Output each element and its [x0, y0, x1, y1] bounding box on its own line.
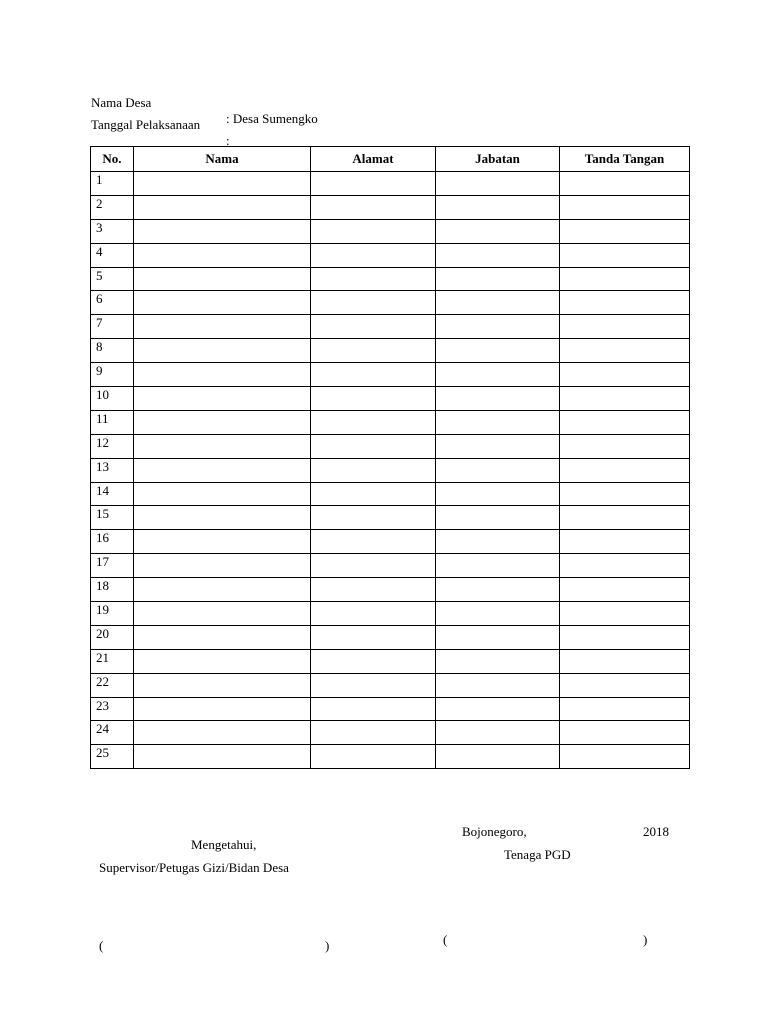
implementation-date-value: : [226, 133, 230, 148]
nama-cell[interactable] [134, 219, 311, 243]
nama-cell[interactable] [134, 506, 311, 530]
row-number-cell: 5 [91, 267, 134, 291]
nama-cell[interactable] [134, 530, 311, 554]
tanda-tangan-cell[interactable] [560, 506, 690, 530]
table-row [91, 554, 690, 578]
tanda-tangan-cell[interactable] [560, 625, 690, 649]
table-row [91, 649, 690, 673]
alamat-cell[interactable] [311, 673, 436, 697]
alamat-cell[interactable] [311, 243, 436, 267]
table-row [91, 530, 690, 554]
tanda-tangan-cell[interactable] [560, 434, 690, 458]
row-number-cell: 13 [91, 458, 134, 482]
column-header-nama: Nama [134, 147, 311, 172]
tanda-tangan-cell[interactable] [560, 219, 690, 243]
row-number-cell: 15 [91, 506, 134, 530]
row-number-cell: 12 [91, 434, 134, 458]
row-number-cell: 10 [91, 387, 134, 411]
column-header-tanda-tangan: Tanda Tangan [560, 147, 690, 172]
row-number-cell: 14 [91, 482, 134, 506]
table-row [91, 243, 690, 267]
nama-cell[interactable] [134, 243, 311, 267]
table-row [91, 434, 690, 458]
table-row [91, 172, 690, 196]
row-number-cell: 1 [91, 172, 134, 196]
nama-cell[interactable] [134, 745, 311, 769]
row-number-cell: 4 [91, 243, 134, 267]
left-signature-open-paren: ( [99, 938, 104, 953]
alamat-cell[interactable] [311, 434, 436, 458]
row-number-cell: 11 [91, 410, 134, 434]
table-row [91, 578, 690, 602]
mengetahui-label: Mengetahui, [191, 837, 257, 852]
tenaga-pgd-label: Tenaga PGD [504, 847, 571, 862]
table-header-row [91, 147, 690, 172]
alamat-cell[interactable] [311, 315, 436, 339]
row-number-cell: 6 [91, 291, 134, 315]
jabatan-cell[interactable] [436, 458, 560, 482]
alamat-cell[interactable] [311, 554, 436, 578]
tanda-tangan-cell[interactable] [560, 195, 690, 219]
nama-cell[interactable] [134, 697, 311, 721]
jabatan-cell[interactable] [436, 172, 560, 196]
nama-cell[interactable] [134, 291, 311, 315]
nama-cell[interactable] [134, 363, 311, 387]
row-number-cell: 2 [91, 195, 134, 219]
alamat-cell[interactable] [311, 363, 436, 387]
alamat-cell[interactable] [311, 195, 436, 219]
nama-cell[interactable] [134, 602, 311, 626]
right-signature-close-paren: ) [643, 932, 648, 947]
tanda-tangan-cell[interactable] [560, 387, 690, 411]
row-number-cell: 7 [91, 315, 134, 339]
column-header-no: No. [91, 147, 134, 172]
jabatan-cell[interactable] [436, 482, 560, 506]
tanda-tangan-cell[interactable] [560, 554, 690, 578]
row-number-cell: 19 [91, 602, 134, 626]
table-row [91, 602, 690, 626]
row-number-cell: 9 [91, 363, 134, 387]
alamat-cell[interactable] [311, 649, 436, 673]
tanda-tangan-cell[interactable] [560, 339, 690, 363]
jabatan-cell[interactable] [436, 267, 560, 291]
nama-cell[interactable] [134, 434, 311, 458]
jabatan-cell[interactable] [436, 721, 560, 745]
tanda-tangan-cell[interactable] [560, 530, 690, 554]
nama-cell[interactable] [134, 554, 311, 578]
alamat-cell[interactable] [311, 530, 436, 554]
jabatan-cell[interactable] [436, 387, 560, 411]
right-signature-open-paren: ( [443, 932, 448, 947]
table-row [91, 195, 690, 219]
column-header-alamat: Alamat [311, 147, 436, 172]
nama-cell[interactable] [134, 410, 311, 434]
jabatan-cell[interactable] [436, 434, 560, 458]
table-row [91, 745, 690, 769]
table-row [91, 219, 690, 243]
alamat-cell[interactable] [311, 410, 436, 434]
tanda-tangan-cell[interactable] [560, 721, 690, 745]
tanda-tangan-cell[interactable] [560, 291, 690, 315]
table-row [91, 506, 690, 530]
tanda-tangan-cell[interactable] [560, 243, 690, 267]
nama-cell[interactable] [134, 315, 311, 339]
jabatan-cell[interactable] [436, 243, 560, 267]
jabatan-cell[interactable] [436, 554, 560, 578]
jabatan-cell[interactable] [436, 649, 560, 673]
table-row [91, 315, 690, 339]
nama-cell[interactable] [134, 339, 311, 363]
row-number-cell: 23 [91, 697, 134, 721]
jabatan-cell[interactable] [436, 195, 560, 219]
tanda-tangan-cell[interactable] [560, 458, 690, 482]
alamat-cell[interactable] [311, 697, 436, 721]
alamat-cell[interactable] [311, 482, 436, 506]
table-row [91, 482, 690, 506]
attendance-table [90, 146, 690, 769]
implementation-date-label: Tanggal Pelaksanaan [91, 117, 201, 132]
tanda-tangan-cell[interactable] [560, 172, 690, 196]
row-number-cell: 25 [91, 745, 134, 769]
row-number-cell: 17 [91, 554, 134, 578]
nama-cell[interactable] [134, 172, 311, 196]
row-number-cell: 8 [91, 339, 134, 363]
table-row [91, 410, 690, 434]
year-label: 2018 [643, 824, 669, 839]
jabatan-cell[interactable] [436, 673, 560, 697]
village-name-value: : Desa Sumengko [226, 111, 318, 126]
tanda-tangan-cell[interactable] [560, 267, 690, 291]
jabatan-cell[interactable] [436, 339, 560, 363]
jabatan-cell[interactable] [436, 745, 560, 769]
table-row [91, 625, 690, 649]
table-row [91, 291, 690, 315]
nama-cell[interactable] [134, 458, 311, 482]
row-number-cell: 20 [91, 625, 134, 649]
tanda-tangan-cell[interactable] [560, 697, 690, 721]
alamat-cell[interactable] [311, 506, 436, 530]
jabatan-cell[interactable] [436, 363, 560, 387]
tanda-tangan-cell[interactable] [560, 578, 690, 602]
table-row [91, 458, 690, 482]
place-label: Bojonegoro, [462, 824, 527, 839]
jabatan-cell[interactable] [436, 602, 560, 626]
alamat-cell[interactable] [311, 172, 436, 196]
tanda-tangan-cell[interactable] [560, 673, 690, 697]
nama-cell[interactable] [134, 267, 311, 291]
alamat-cell[interactable] [311, 745, 436, 769]
table-row [91, 339, 690, 363]
row-number-cell: 3 [91, 219, 134, 243]
row-number-cell: 22 [91, 673, 134, 697]
table-row [91, 363, 690, 387]
column-header-jabatan: Jabatan [436, 147, 560, 172]
nama-cell[interactable] [134, 195, 311, 219]
nama-cell[interactable] [134, 721, 311, 745]
tanda-tangan-cell[interactable] [560, 410, 690, 434]
alamat-cell[interactable] [311, 339, 436, 363]
jabatan-cell[interactable] [436, 315, 560, 339]
alamat-cell[interactable] [311, 291, 436, 315]
alamat-cell[interactable] [311, 578, 436, 602]
alamat-cell[interactable] [311, 625, 436, 649]
tanda-tangan-cell[interactable] [560, 363, 690, 387]
alamat-cell[interactable] [311, 387, 436, 411]
nama-cell[interactable] [134, 673, 311, 697]
jabatan-cell[interactable] [436, 625, 560, 649]
table-row [91, 673, 690, 697]
nama-cell[interactable] [134, 387, 311, 411]
row-number-cell: 24 [91, 721, 134, 745]
alamat-cell[interactable] [311, 219, 436, 243]
tanda-tangan-cell[interactable] [560, 602, 690, 626]
jabatan-cell[interactable] [436, 506, 560, 530]
table-row [91, 267, 690, 291]
alamat-cell[interactable] [311, 267, 436, 291]
tanda-tangan-cell[interactable] [560, 649, 690, 673]
row-number-cell: 16 [91, 530, 134, 554]
alamat-cell[interactable] [311, 602, 436, 626]
alamat-cell[interactable] [311, 721, 436, 745]
jabatan-cell[interactable] [436, 219, 560, 243]
tanda-tangan-cell[interactable] [560, 745, 690, 769]
tanda-tangan-cell[interactable] [560, 482, 690, 506]
jabatan-cell[interactable] [436, 578, 560, 602]
jabatan-cell[interactable] [436, 697, 560, 721]
jabatan-cell[interactable] [436, 410, 560, 434]
row-number-cell: 18 [91, 578, 134, 602]
jabatan-cell[interactable] [436, 291, 560, 315]
row-number-cell: 21 [91, 649, 134, 673]
table-row [91, 697, 690, 721]
left-signature-close-paren: ) [325, 938, 330, 953]
tanda-tangan-cell[interactable] [560, 315, 690, 339]
nama-cell[interactable] [134, 625, 311, 649]
table-row [91, 387, 690, 411]
jabatan-cell[interactable] [436, 530, 560, 554]
nama-cell[interactable] [134, 482, 311, 506]
table-row [91, 721, 690, 745]
supervisor-label: Supervisor/Petugas Gizi/Bidan Desa [99, 860, 289, 875]
village-name-label: Nama Desa [91, 95, 152, 110]
alamat-cell[interactable] [311, 458, 436, 482]
nama-cell[interactable] [134, 578, 311, 602]
nama-cell[interactable] [134, 649, 311, 673]
